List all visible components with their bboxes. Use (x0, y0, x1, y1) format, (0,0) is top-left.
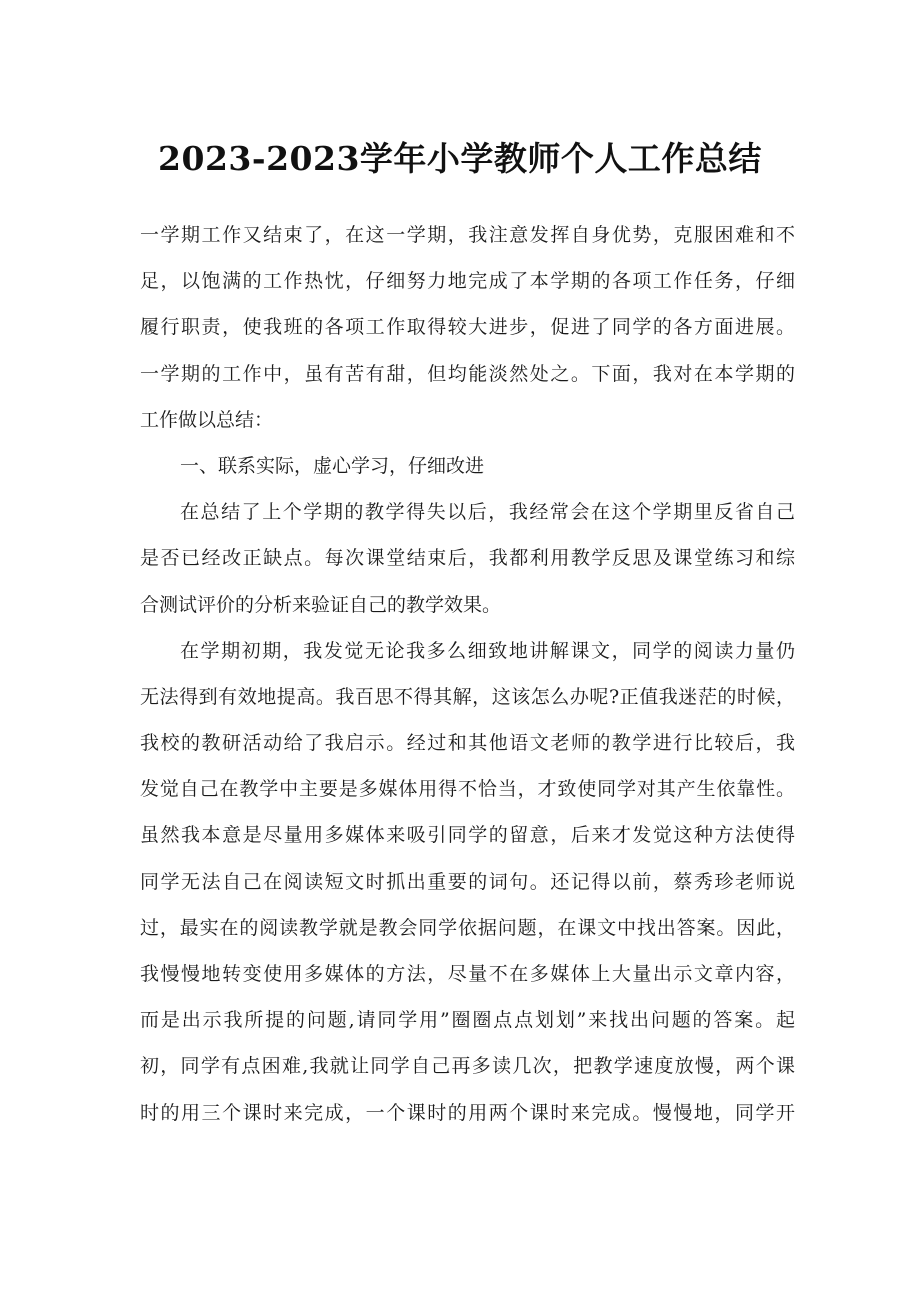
document-body (140, 212, 795, 1136)
paragraph-line: 初，同学有点困难,我就让同学自己再多读几次，把教学速度放慢，两个课 (140, 1055, 795, 1078)
paragraph-line: 合测试评价的分析来验证自己的教学效果。 (140, 593, 502, 616)
paragraph-line: 虽然我本意是尽量用多媒体来吸引同学的留意，后来才发觉这种方法使得 (140, 824, 795, 847)
paragraph-line: 一学期的工作中，虽有苦有甜，但均能淡然处之。下面，我对在本学期的 (140, 362, 795, 385)
paragraph-line: 在学期初期，我发觉无论我多么细致地讲解课文，同学的阅读力量仍 (180, 639, 795, 662)
document-title: 2023-2023学年小学教师个人工作总结 (158, 139, 762, 178)
paragraph-line: 足，以饱满的工作热忱，仔细努力地完成了本学期的各项工作任务，仔细 (140, 270, 795, 293)
paragraph-line: 同学无法自己在阅读短文时抓出重要的词句。还记得以前，蔡秀珍老师说 (140, 870, 795, 893)
paragraph-line: 是否已经改正缺点。每次课堂结束后，我都利用教学反思及课堂练习和综 (140, 547, 795, 570)
section-heading: 一、联系实际，虚心学习，仔细改进 (180, 454, 485, 477)
paragraph-line: 我校的教研活动给了我启示。经过和其他语文老师的教学进行比较后，我 (140, 732, 795, 755)
paragraph-line: 我慢慢地转变使用多媒体的方法，尽量不在多媒体上大量出示文章内容， (140, 963, 795, 985)
paragraph-line: 一学期工作又结束了，在这一学期，我注意发挥自身优势，克服困难和不 (140, 224, 795, 246)
paragraph-line: 发觉自己在教学中主要是多媒体用得不恰当，才致使同学对其产生依靠性。 (140, 778, 795, 801)
paragraph-line: 过，最实在的阅读教学就是教会同学依据问题，在课文中找出答案。因此， (140, 916, 795, 939)
paragraph-line: 时的用三个课时来完成，一个课时的用两个课时来完成。慢慢地，同学开 (140, 1101, 795, 1124)
paragraph-line: 无法得到有效地提高。我百思不得其解，这该怎么办呢?正值我迷茫的时候， (140, 685, 795, 708)
paragraph-line: 在总结了上个学期的教学得失以后，我经常会在这个学期里反省自己 (180, 501, 795, 524)
paragraph-line: 工作做以总结： (140, 408, 274, 431)
paragraph-line: 履行职责，使我班的各项工作取得较大进步，促进了同学的各方面进展。 (140, 316, 795, 339)
paragraph-line: 而是出示我所提的问题,请同学用”圈圈点点划划”来找出问题的答案。起 (140, 1009, 795, 1032)
